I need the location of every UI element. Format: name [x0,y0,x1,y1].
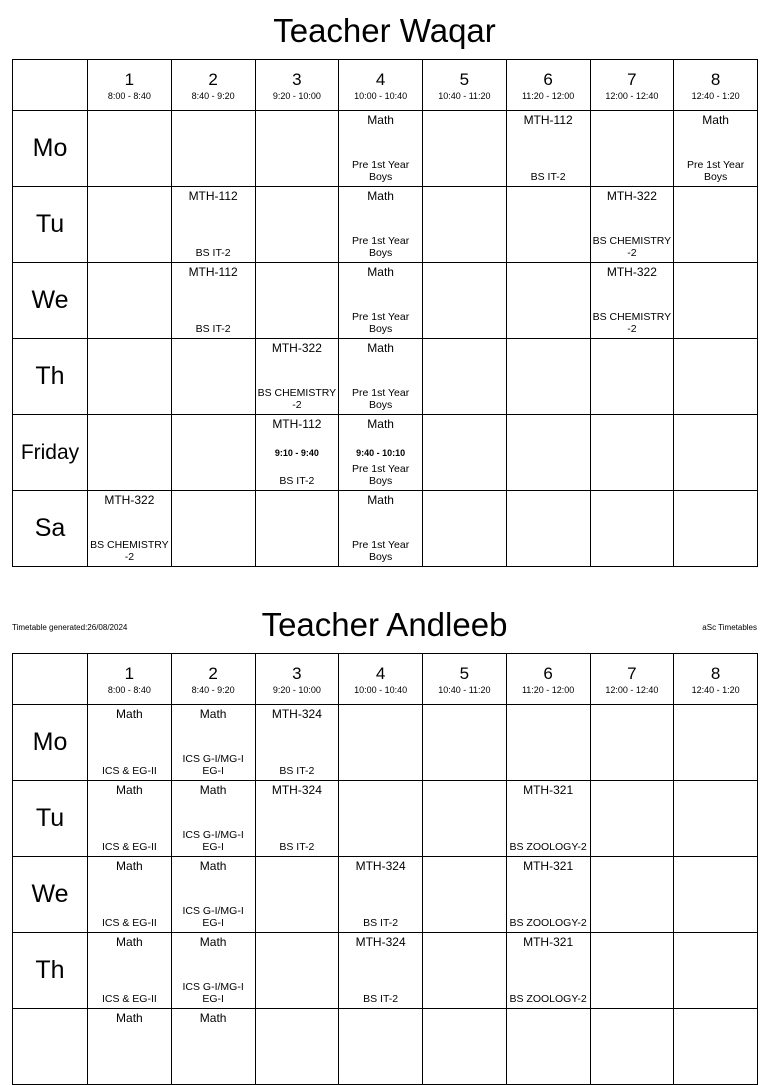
period-header [590,654,674,705]
lesson-cell [339,491,423,567]
period-time: 12:40 - 1:20 [691,685,740,695]
empty-cell [171,491,255,567]
empty-cell [423,781,507,857]
day-label: Friday [13,415,88,491]
lesson-time: 9:10 - 9:40 [274,448,319,458]
day-row [13,415,758,491]
empty-cell [674,857,758,933]
period-time: 12:40 - 1:20 [691,91,740,101]
lesson-class: ICS G-I/MG-I EG-I [182,981,244,1005]
lesson-subject: MTH-112 [272,417,322,431]
lesson-cell [171,781,255,857]
day-label: We [13,857,88,933]
day-row [13,857,758,933]
lesson-class: Pre 1st Year Boys [352,463,410,487]
lesson-class: BS IT-2 [195,323,231,335]
day-row [13,933,758,1009]
empty-cell [423,1009,507,1085]
lesson-cell [339,857,423,933]
lesson-class: ICS & EG-II [101,841,157,853]
day-label: Mo [13,111,88,187]
period-time: 9:20 - 10:00 [272,685,321,695]
day-row [13,491,758,567]
empty-cell [674,263,758,339]
lesson-cell [88,1009,172,1085]
period-number: 8 [710,664,721,683]
lesson-cell [506,933,590,1009]
lesson-subject: Math [367,341,394,355]
empty-cell [674,491,758,567]
day-row [13,187,758,263]
lesson-cell [339,263,423,339]
empty-cell [423,933,507,1009]
lesson-cell [590,263,674,339]
empty-cell [590,933,674,1009]
day-label: Tu [13,781,88,857]
lesson-subject: MTH-321 [523,859,574,873]
period-time: 10:40 - 11:20 [438,91,491,101]
corner-cell [13,654,88,705]
lesson-cell [88,933,172,1009]
period-number: 6 [543,70,553,89]
lesson-subject: Math [199,935,227,949]
empty-cell [88,187,172,263]
lesson-subject: Math [116,707,143,721]
lesson-subject: MTH-321 [523,783,574,797]
empty-cell [674,781,758,857]
empty-cell [590,491,674,567]
lesson-subject: Math [199,1011,227,1025]
period-number: 3 [292,664,302,683]
lesson-subject: MTH-322 [104,493,155,507]
lesson-cell [339,111,423,187]
day-label: Th [13,933,88,1009]
lesson-subject: MTH-324 [271,707,322,721]
lesson-class: ICS & EG-II [101,765,157,777]
empty-cell [423,705,507,781]
empty-cell [590,1009,674,1085]
lesson-class: Pre 1st Year Boys [352,159,410,183]
lesson-subject: Math [702,113,729,127]
lesson-cell [171,263,255,339]
lesson-class: BS ZOOLOGY-2 [509,993,587,1005]
footer-generated: Timetable generated:26/08/2024 [12,623,128,632]
empty-cell [255,111,339,187]
period-number: 4 [375,70,386,89]
lesson-class: ICS G-I/MG-I EG-I [182,905,244,929]
empty-cell [339,1009,423,1085]
period-header [506,654,590,705]
period-number: 4 [375,664,386,683]
period-header [506,60,590,111]
period-number: 5 [459,664,470,683]
lesson-cell [674,111,758,187]
period-time: 11:20 - 12:00 [521,91,575,101]
lesson-class: Pre 1st Year Boys [687,159,745,183]
lesson-subject: MTH-324 [271,783,322,797]
empty-cell [590,705,674,781]
period-header [674,60,758,111]
period-number: 1 [124,70,135,89]
day-row [13,781,758,857]
empty-cell [423,491,507,567]
empty-cell [88,263,172,339]
empty-cell [506,187,590,263]
period-time: 10:00 - 10:40 [354,685,408,695]
lesson-class: Pre 1st Year Boys [352,387,410,411]
period-header [171,60,255,111]
lesson-subject: MTH-112 [188,189,238,203]
empty-cell [255,1009,339,1085]
lesson-class: BS ZOOLOGY-2 [509,917,587,929]
day-label: Tu [13,187,88,263]
corner-cell [13,60,88,111]
lesson-subject: Math [199,783,227,797]
lesson-subject: Math [116,859,143,873]
lesson-class: ICS G-I/MG-I EG-I [182,753,244,777]
lesson-class: BS IT-2 [279,841,315,853]
timetable-title: Teacher Waqar [273,12,496,49]
period-header [255,60,339,111]
lesson-class: BS CHEMISTRY -2 [257,387,337,411]
lesson-cell [88,857,172,933]
period-number: 6 [543,664,553,683]
empty-cell [506,705,590,781]
empty-cell [674,1009,758,1085]
lesson-class: ICS & EG-II [101,917,157,929]
lesson-cell [339,933,423,1009]
lesson-class: BS IT-2 [530,171,566,183]
empty-cell [506,415,590,491]
empty-cell [88,339,172,415]
period-header [255,654,339,705]
lesson-cell [255,415,339,491]
empty-cell [88,111,172,187]
period-time: 8:40 - 9:20 [191,685,235,695]
empty-cell [339,705,423,781]
lesson-cell [171,1009,255,1085]
period-number: 2 [208,70,218,89]
empty-cell [590,781,674,857]
day-row [13,705,758,781]
lesson-subject: Math [367,493,394,507]
lesson-cell [171,705,255,781]
lesson-subject: Math [367,265,394,279]
lesson-cell [255,339,339,415]
empty-cell [674,705,758,781]
timetable-grid [12,653,758,1085]
lesson-cell [88,705,172,781]
lesson-cell [506,781,590,857]
lesson-subject: Math [199,859,227,873]
lesson-subject: Math [116,1011,143,1025]
period-time: 8:40 - 9:20 [191,91,235,101]
empty-cell [171,415,255,491]
lesson-subject: MTH-322 [271,341,322,355]
period-header [339,654,423,705]
period-time: 8:00 - 8:40 [107,91,151,101]
empty-cell [255,857,339,933]
lesson-class: Pre 1st Year Boys [352,311,410,335]
period-time: 8:00 - 8:40 [107,685,151,695]
empty-cell [255,491,339,567]
lesson-cell [506,111,590,187]
period-number: 3 [292,70,302,89]
day-label: Th [13,339,88,415]
period-header [423,60,507,111]
timetable-grid [12,59,758,567]
period-header [88,654,172,705]
empty-cell [506,1009,590,1085]
period-header [590,60,674,111]
period-number: 2 [208,664,218,683]
day-label [13,1009,88,1085]
lesson-time: 9:40 - 10:10 [356,448,406,458]
lesson-subject: MTH-322 [606,189,657,203]
lesson-class: BS CHEMISTRY -2 [592,311,672,335]
empty-cell [590,111,674,187]
lesson-class: BS ZOOLOGY-2 [509,841,587,853]
empty-cell [423,857,507,933]
footer-brand: aSc Timetables [702,623,757,632]
period-number: 7 [627,664,637,683]
empty-cell [88,415,172,491]
lesson-class: BS IT-2 [363,917,399,929]
period-time: 12:00 - 12:40 [605,685,659,695]
lesson-subject: MTH-112 [188,265,238,279]
lesson-class: BS IT-2 [195,247,231,259]
empty-cell [171,339,255,415]
day-row [13,263,758,339]
lesson-cell [171,187,255,263]
lesson-subject: Math [367,113,394,127]
lesson-cell [171,933,255,1009]
period-header [423,654,507,705]
lesson-subject: MTH-324 [355,859,406,873]
period-header [674,654,758,705]
day-row [13,339,758,415]
lesson-cell [255,705,339,781]
lesson-class: ICS G-I/MG-I EG-I [182,829,244,853]
period-time: 11:20 - 12:00 [521,685,575,695]
period-time: 10:00 - 10:40 [354,91,408,101]
day-label: Sa [13,491,88,567]
period-header-row [13,654,758,705]
empty-cell [255,187,339,263]
empty-cell [674,415,758,491]
empty-cell [423,111,507,187]
day-row [13,1009,758,1085]
lesson-subject: Math [199,707,227,721]
lesson-class: BS IT-2 [279,475,315,487]
lesson-cell [171,857,255,933]
empty-cell [674,187,758,263]
lesson-subject: MTH-112 [523,113,573,127]
empty-cell [255,263,339,339]
day-label: We [13,263,88,339]
day-label: Mo [13,705,88,781]
lesson-subject: MTH-324 [355,935,406,949]
empty-cell [423,339,507,415]
lesson-subject: Math [116,783,143,797]
lesson-class: BS CHEMISTRY -2 [90,539,169,563]
empty-cell [506,339,590,415]
lesson-class: Pre 1st Year Boys [352,235,410,259]
timetable-title: Teacher Andleeb [261,606,508,643]
lesson-cell [339,415,423,491]
empty-cell [339,781,423,857]
period-number: 5 [459,70,470,89]
lesson-cell [255,781,339,857]
period-time: 12:00 - 12:40 [605,91,659,101]
lesson-subject: MTH-322 [606,265,657,279]
period-header [88,60,172,111]
lesson-cell [88,491,172,567]
empty-cell [674,339,758,415]
empty-cell [506,263,590,339]
empty-cell [590,339,674,415]
empty-cell [255,933,339,1009]
lesson-cell [88,781,172,857]
lesson-class: Pre 1st Year Boys [352,539,410,563]
empty-cell [590,857,674,933]
lesson-cell [339,187,423,263]
lesson-cell [339,339,423,415]
period-time: 9:20 - 10:00 [272,91,321,101]
lesson-subject: Math [116,935,143,949]
empty-cell [171,111,255,187]
lesson-cell [506,857,590,933]
period-header [339,60,423,111]
period-time: 10:40 - 11:20 [438,685,491,695]
period-number: 7 [627,70,637,89]
period-header-row [13,60,758,111]
lesson-subject: Math [367,189,394,203]
day-row [13,111,758,187]
lesson-subject: Math [367,417,394,431]
period-number: 1 [124,664,135,683]
empty-cell [674,933,758,1009]
lesson-class: ICS & EG-II [101,993,157,1005]
period-header [171,654,255,705]
lesson-subject: MTH-321 [523,935,574,949]
lesson-class: BS IT-2 [363,993,399,1005]
empty-cell [590,415,674,491]
lesson-class: BS IT-2 [279,765,315,777]
empty-cell [506,491,590,567]
period-number: 8 [710,70,721,89]
empty-cell [423,187,507,263]
empty-cell [423,263,507,339]
lesson-cell [590,187,674,263]
empty-cell [423,415,507,491]
lesson-class: BS CHEMISTRY -2 [592,235,672,259]
